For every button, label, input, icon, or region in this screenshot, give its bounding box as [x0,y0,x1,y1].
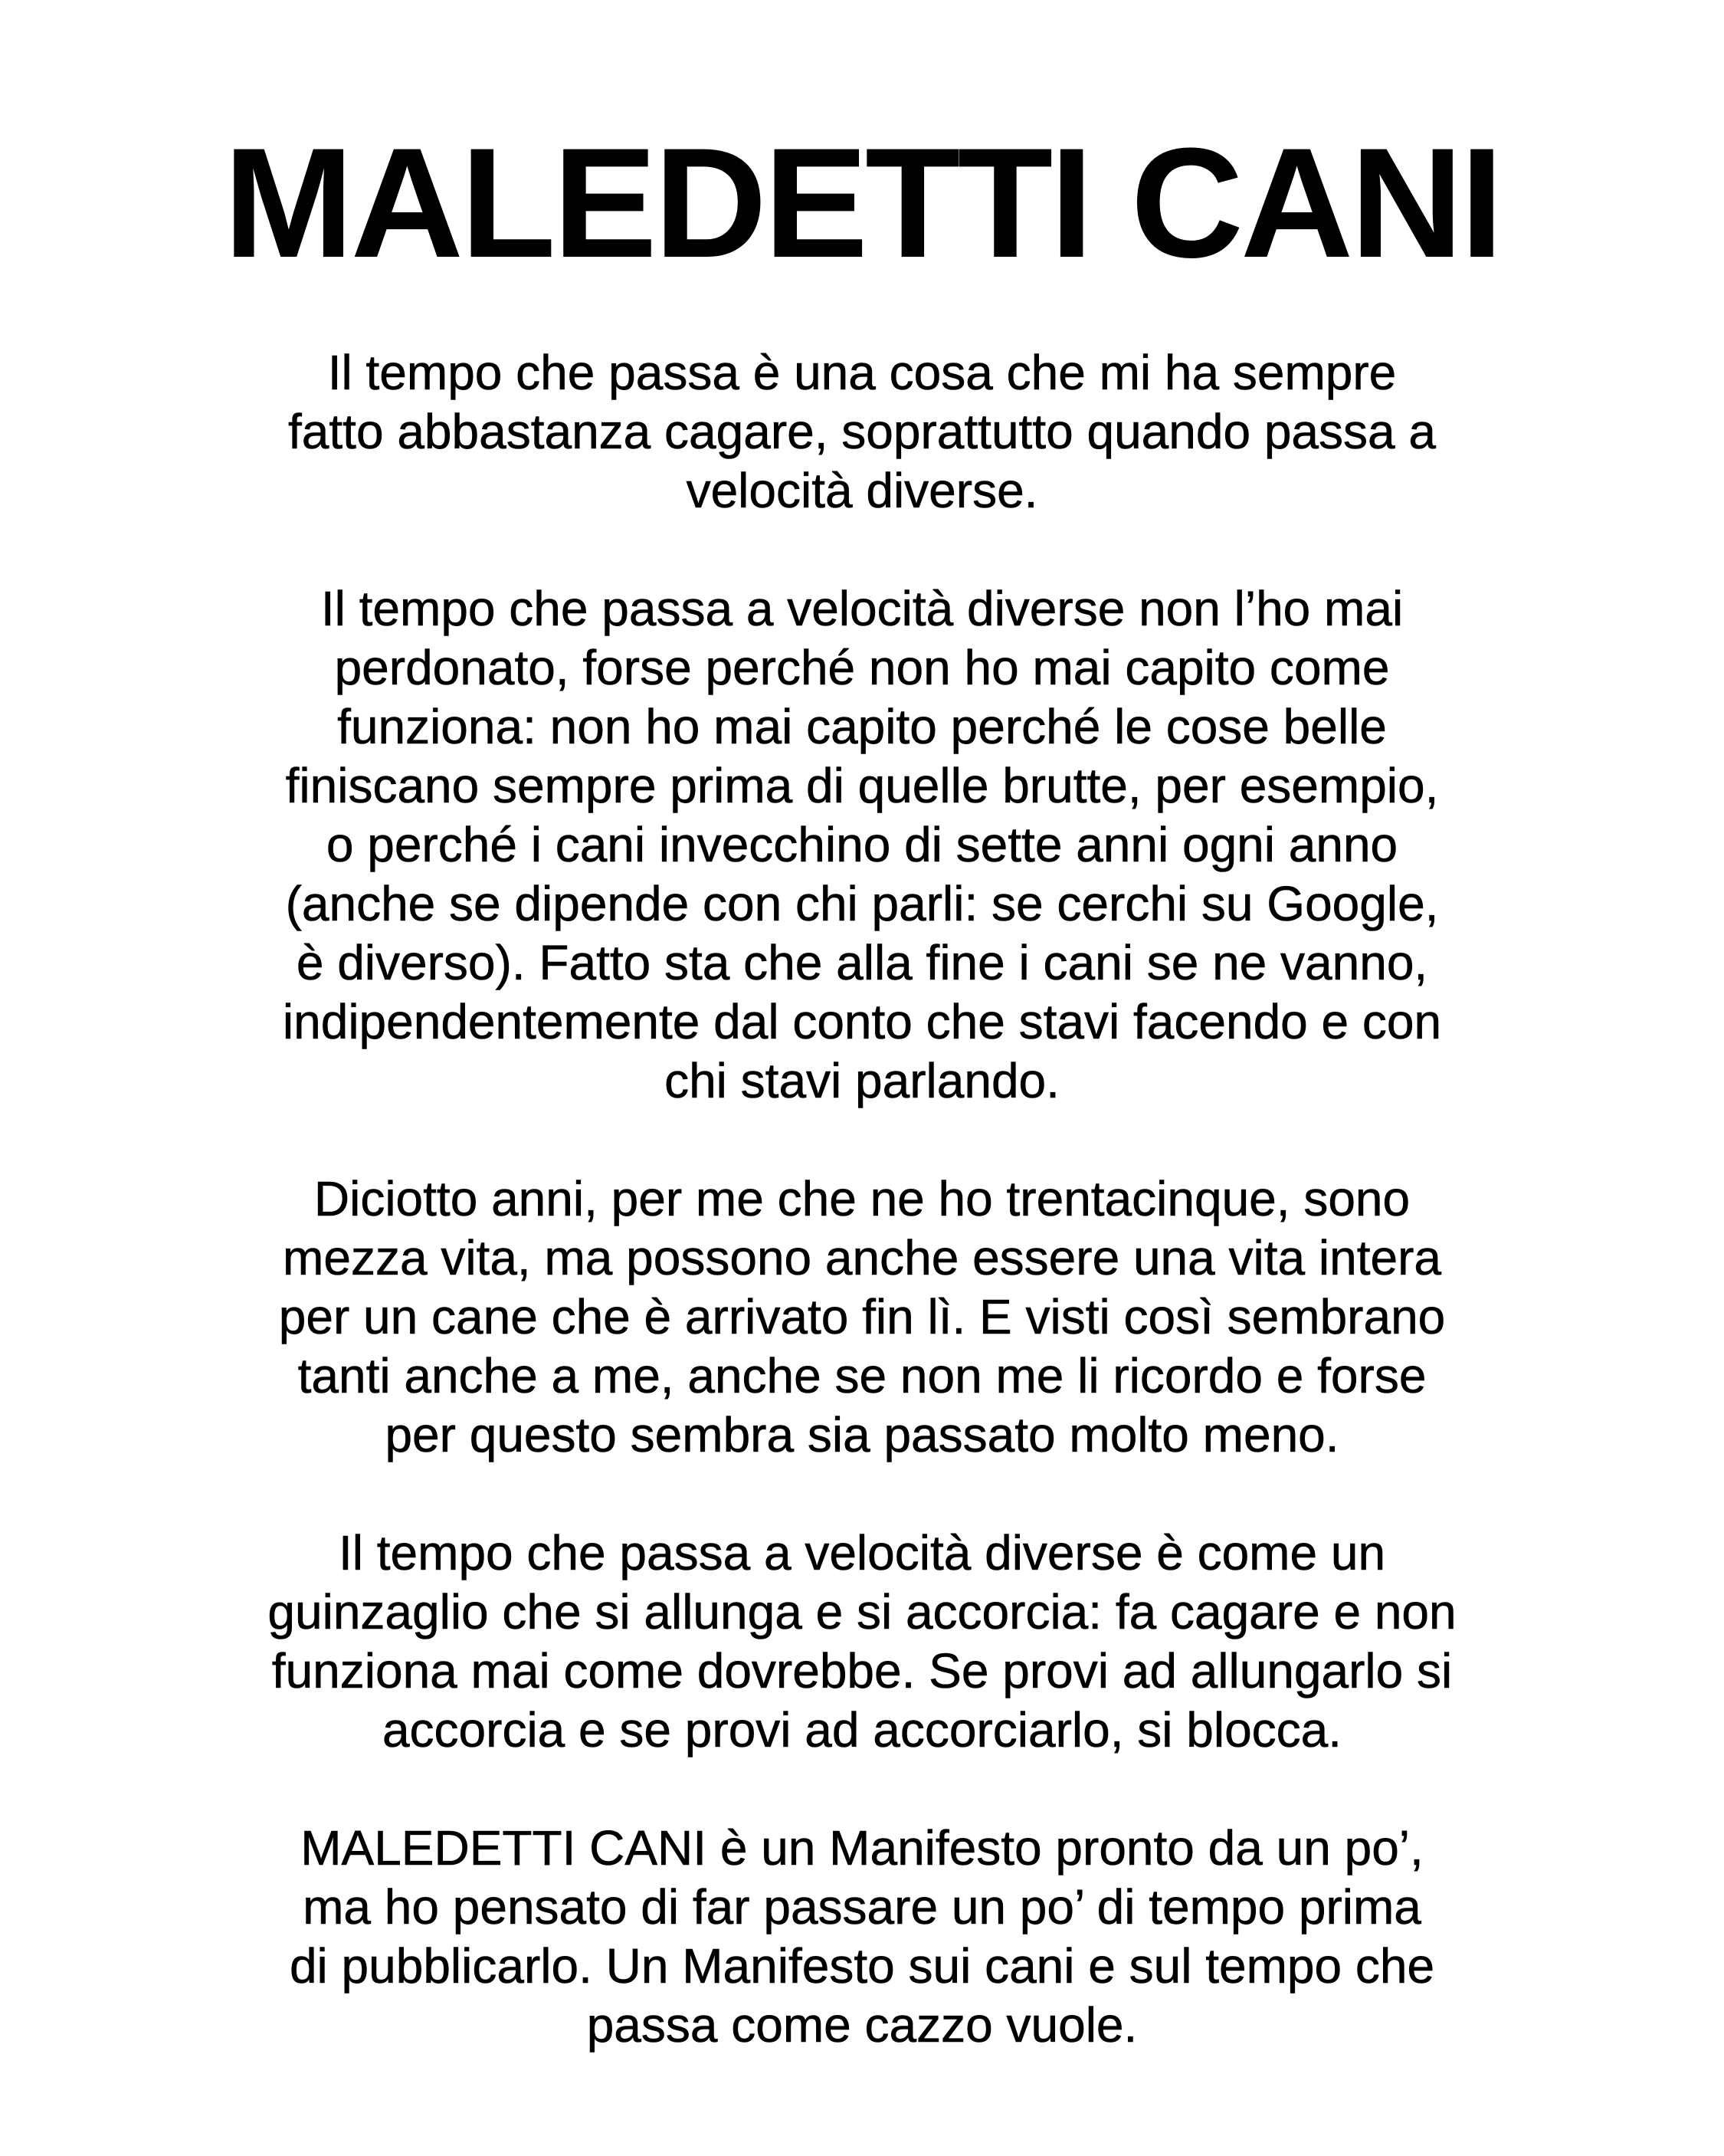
paragraph-1 [149,343,1575,520]
text-line: funziona: non ho mai capito perché le cose belle [337,699,1387,754]
paragraph-5 [149,1819,1575,2055]
text-line: è diverso). Fatto sta che alla fine i cani se ne vanno, [296,935,1428,990]
text-line: chi stavi parlando. [664,1053,1060,1108]
text-line: Il tempo che passa a velocità diverse è come un [338,1525,1386,1580]
text-line: MALEDETTI CANI è un Manifesto pronto da un po’, [300,1820,1424,1875]
text-line: guinzaglio che si allunga e si accorcia: fa cagare e non [267,1584,1457,1639]
text-line: perdonato, forse perché non ho mai capito come [334,640,1390,695]
text-line: ma ho pensato di far passare un po’ di tempo prima [303,1879,1421,1934]
manifesto-body [149,343,1575,2114]
text-line: (anche se dipende con chi parli: se cerchi su Google, [285,876,1439,931]
text-line: o perché i cani invecchino di sette anni ogni anno [326,817,1398,872]
paragraph-2 [149,579,1575,1111]
page-title: MALEDETTI CANI [223,116,1501,290]
text-line: fatto abbastanza cagare, soprattutto quando passa a [288,404,1436,459]
text-line: tanti anche a me, anche se non me li ricordo e forse [297,1348,1427,1403]
text-line: per questo sembra sia passato molto meno. [385,1407,1339,1462]
text-line: mezza vita, ma possono anche essere una vita intera [283,1230,1441,1285]
text-line: Il tempo che passa a velocità diverse non l’ho mai [320,581,1404,636]
text-line: Il tempo che passa è una cosa che mi ha sempre [327,345,1397,400]
text-line: passa come cazzo vuole. [586,1997,1138,2053]
text-line: Diciotto anni, per me che ne ho trentacinque, sono [313,1171,1411,1226]
paragraph-3 [149,1170,1575,1465]
text-line: accorcia e se provi ad accorciarlo, si blocca. [382,1702,1342,1757]
text-line: per un cane che è arrivato fin lì. E visti così sembrano [278,1289,1446,1344]
text-line: di pubblicarlo. Un Manifesto sui cani e sul tempo che [289,1938,1435,1994]
text-line: funziona mai come dovrebbe. Se provi ad allungarlo si [271,1643,1453,1698]
paragraph-4 [149,1524,1575,1760]
text-line: finiscano sempre prima di quelle brutte, per esempio, [285,758,1439,813]
text-line: velocità diverse. [686,463,1038,518]
text-line: indipendentemente dal conto che stavi facendo e con [282,994,1442,1049]
